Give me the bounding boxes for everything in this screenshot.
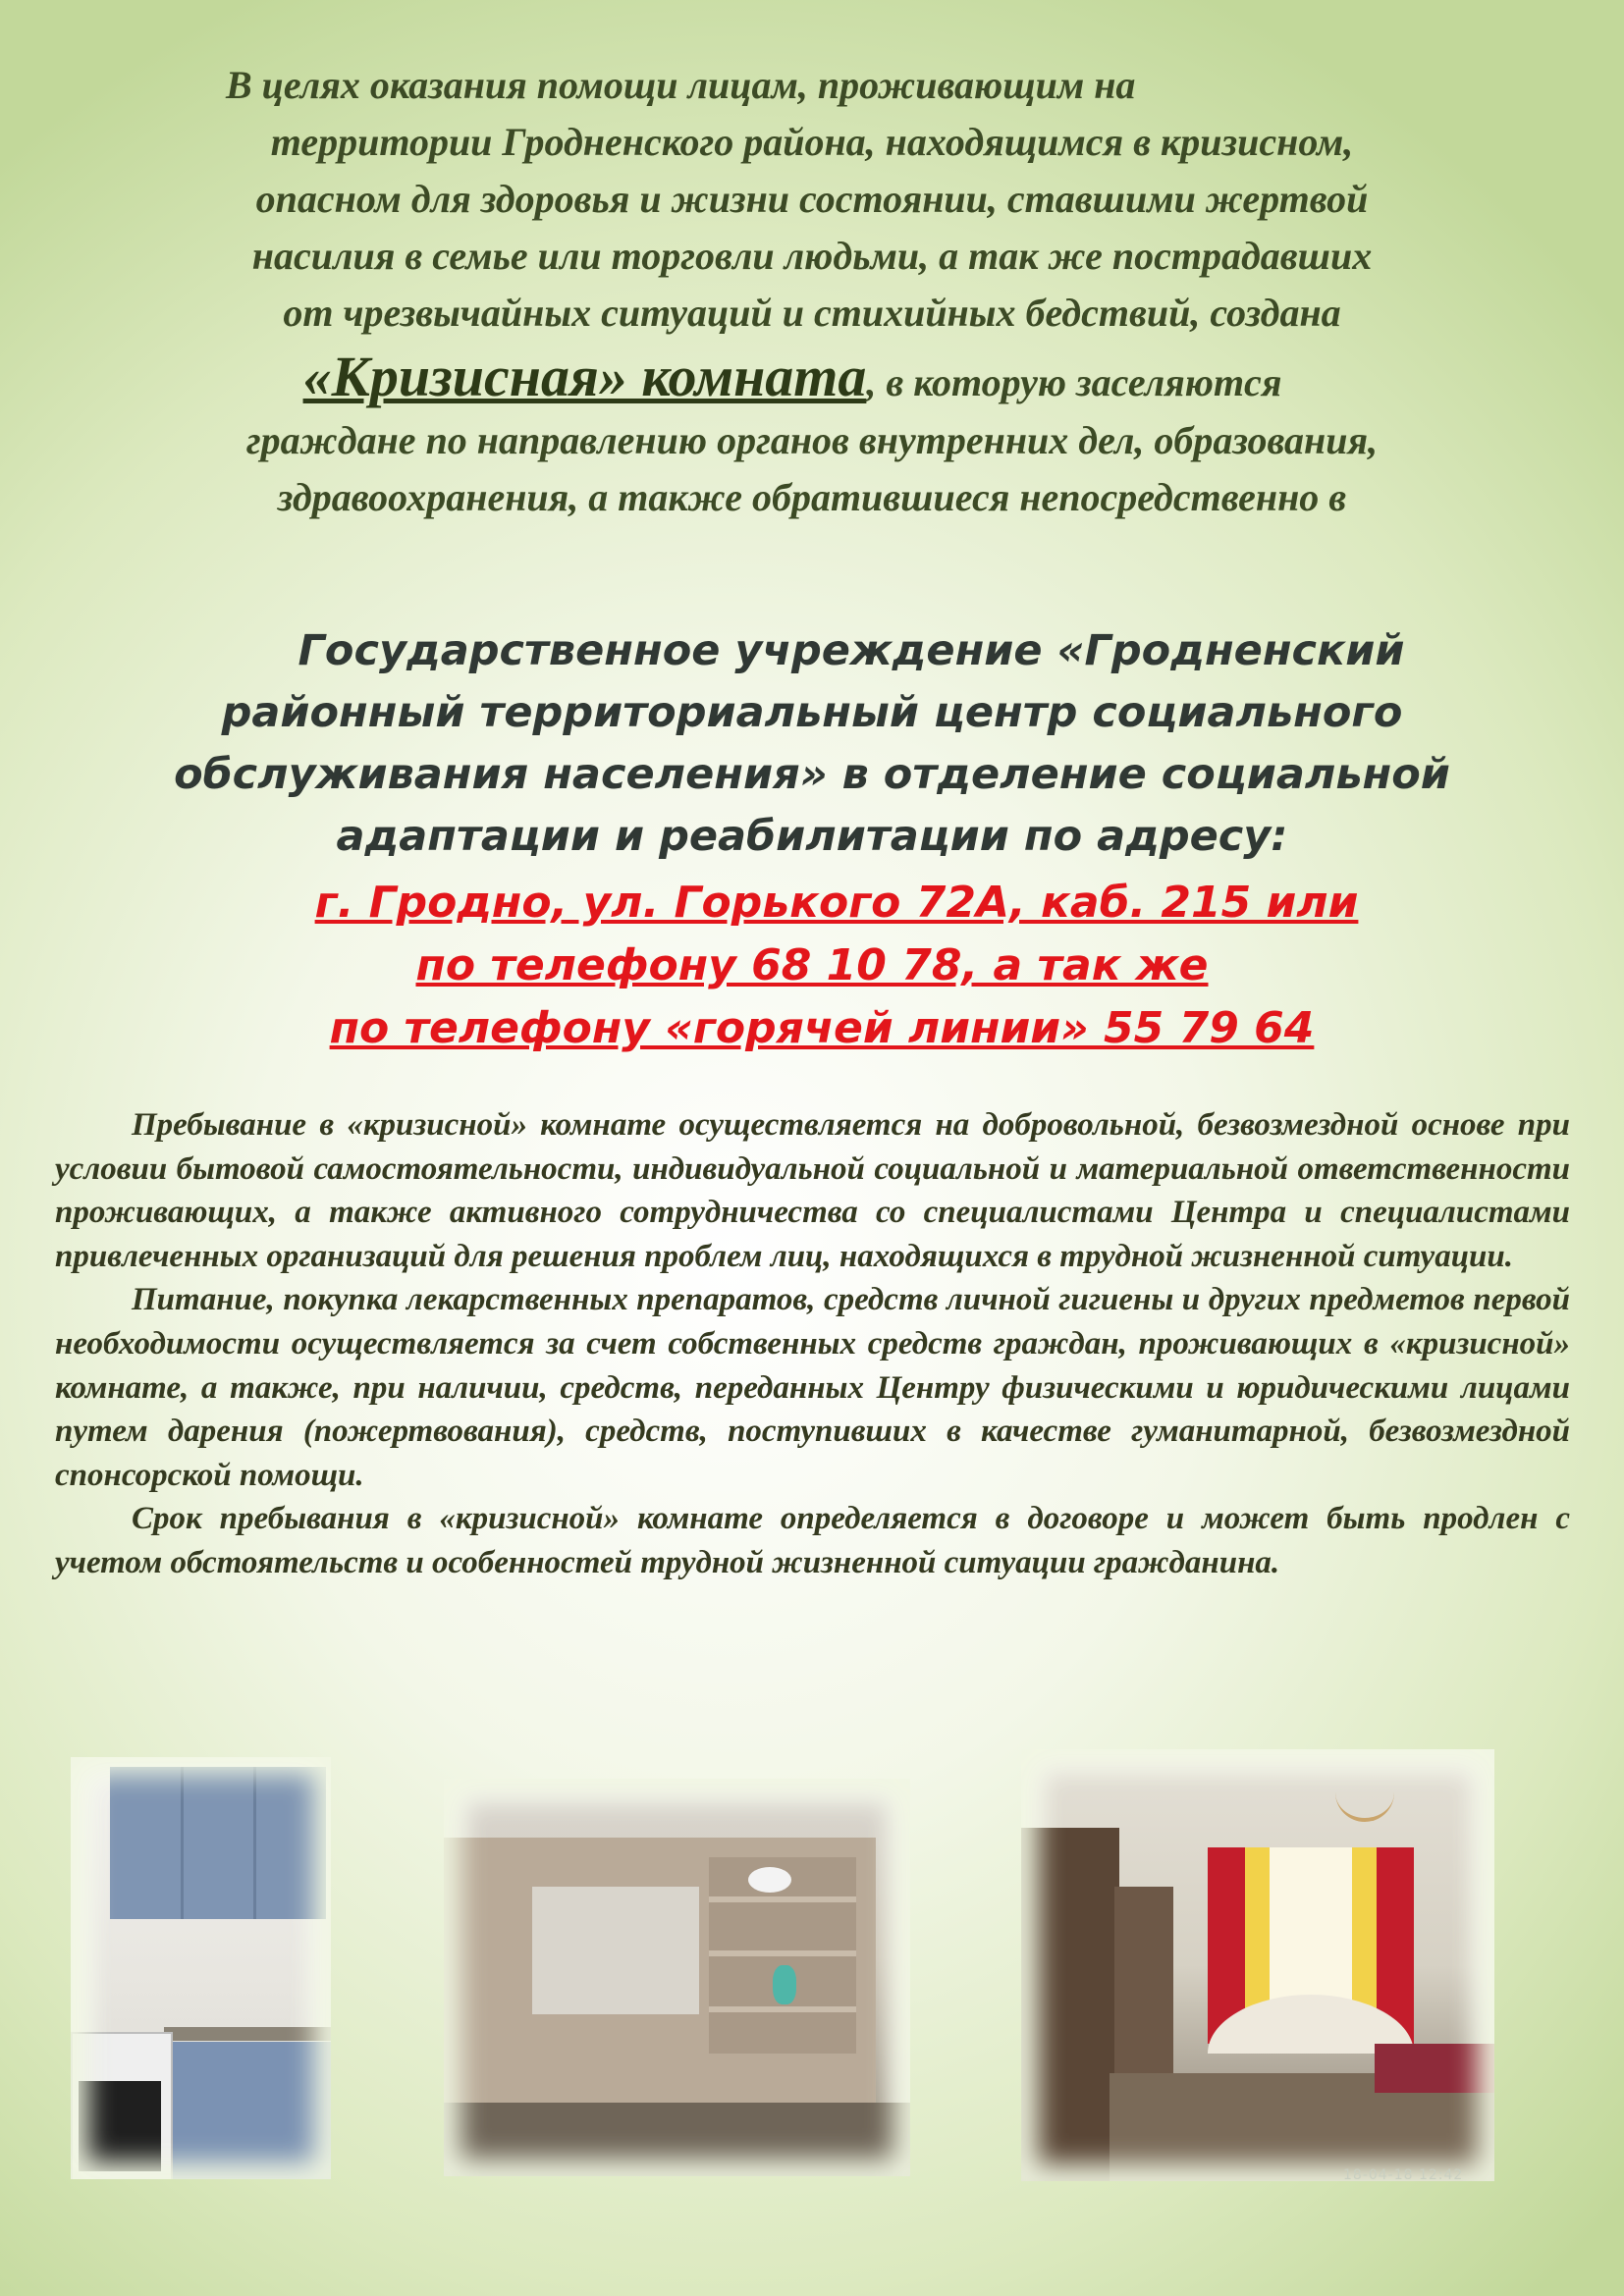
institution-line: адаптации и реабилитации по адресу: bbox=[336, 812, 1288, 861]
institution-block bbox=[59, 620, 1565, 868]
intro-line: опасном для здоровья и жизни состоянии, ставшими жертвой bbox=[255, 177, 1369, 221]
phone-line: по телефону 68 10 78, а так же bbox=[415, 940, 1209, 990]
teapot bbox=[748, 1867, 791, 1893]
stove bbox=[71, 2032, 173, 2179]
intro-line: от чрезвычайных ситуаций и стихийных бедствий, создана bbox=[283, 291, 1341, 335]
intro-line: территории Гродненского района, находящимся в кризисном, bbox=[270, 120, 1354, 164]
chandelier bbox=[1335, 1779, 1394, 1822]
intro-line: здравоохранения, а также обратившиеся непосредственно в bbox=[277, 475, 1347, 519]
institution-line: районный территориальный центр социального bbox=[221, 688, 1403, 737]
bed bbox=[1375, 2044, 1494, 2093]
intro-text bbox=[59, 57, 1565, 526]
intro-line: В целях оказания помощи лицам, проживающим на bbox=[226, 63, 1136, 107]
photo-timestamp: 18-04-18 12:42 bbox=[1343, 2167, 1464, 2183]
vase bbox=[773, 1965, 796, 2004]
body-text bbox=[55, 1103, 1570, 1585]
paragraph: Питание, покупка лекарственных препаратов, средств личной гигиены и других предметов первой необходимости осуществляется за счет собственных средств граждан, проживающих в «кризисной» комнате, а также, при наличии, средств, переданных Центру физическими и юридическими лицами путем дарения (пожертвования), средств, поступивших в качестве гуманитарной, безвозмездной спонсорской помощи. bbox=[55, 1282, 1570, 1493]
address-block bbox=[59, 872, 1565, 1060]
intro-line: граждане по направлению органов внутренних дел, образования, bbox=[245, 418, 1379, 462]
institution-line: обслуживания населения» в отделение социальной bbox=[174, 750, 1450, 799]
paragraph: Срок пребывания в «кризисной» комнате определяется в договоре и может быть продлен с учетом обстоятельств и особенностей трудной жизненной ситуации гражданина. bbox=[55, 1501, 1570, 1580]
hotline-line: по телефону «горячей линии» 55 79 64 bbox=[329, 1003, 1315, 1053]
institution-line: Государственное учреждение «Гродненский bbox=[298, 626, 1405, 675]
intro-line-rest: , в которую заселяются bbox=[866, 360, 1282, 404]
wardrobe bbox=[1021, 1828, 1119, 2181]
intro-line: насилия в семье или торговли людьми, а так же пострадавших bbox=[251, 234, 1373, 278]
paragraph: Пребывание в «кризисной» комнате осуществляется на добровольной, безвозмездной основе при условии бытовой самостоятельности, индивидуальной социальной и материальной ответственности проживающих, а также активного сотрудничества со специалистами Центра и специалистами привлеченных организаций для решения проблем лиц, находящихся в трудной жизненной ситуации. bbox=[55, 1107, 1570, 1274]
address-line: г. Гродно, ул. Горького 72А, каб. 215 или bbox=[314, 878, 1359, 928]
crisis-room-title: «Кризисная» комната bbox=[302, 345, 867, 408]
kitchen-photo bbox=[71, 1757, 331, 2179]
furniture-photo bbox=[444, 1779, 910, 2176]
intro-line bbox=[59, 342, 1565, 412]
bedroom-photo bbox=[1021, 1749, 1494, 2181]
